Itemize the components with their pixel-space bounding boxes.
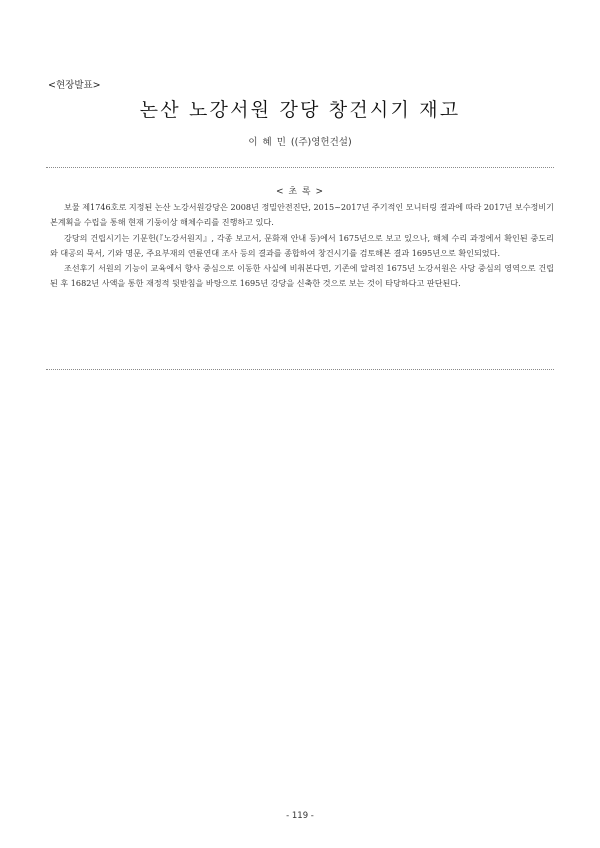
abstract-paragraph-1: 보물 제1746호로 지정된 논산 노강서원강당은 2008년 정밀안전진단, 2015~2017년 주기적인 모니터링 결과에 따라 2017년 보수정비기본계획을 수립을 통해 현재 기둥이상 해체수리를 진행하고 있다. — [50, 202, 554, 228]
paper-title: 논산 노강서원 강당 창건시기 재고 — [139, 99, 461, 121]
abstract-heading: < 초 록 > — [275, 187, 325, 197]
bottom-dotted-divider — [46, 369, 554, 370]
top-dotted-divider — [46, 167, 554, 168]
author-line: 이 혜 민 ((주)영헌건설) — [248, 137, 352, 148]
section-tag: <현장발표> — [48, 80, 101, 91]
page-number: - 119 - — [286, 811, 314, 821]
abstract-paragraph-3: 조선후기 서원의 기능이 교육에서 향사 중심으로 이동한 사실에 비춰본다면, 기존에 알려진 1675년 노강서원은 사당 중심의 영역으로 건립된 후 1682년 사액을 통한 재정적 뒷받침을 바탕으로 1695년 강당을 신축한 것으로 보는 것이 타당하다고 판단된다. — [50, 263, 554, 289]
abstract-paragraph-2: 강당의 건립시기는 기문헌(『노강서원지』, 각종 보고서, 문화재 안내 등)에서 1675년으로 보고 있으나, 해체 수리 과정에서 확인된 중도리와 대공의 묵서, 기와 명문, 주요부재의 연륜연대 조사 등의 결과를 종합하여 창건시기를 검토해본 결과 1695년으로 확인되었다. — [50, 232, 554, 258]
abstract-body — [50, 200, 554, 292]
